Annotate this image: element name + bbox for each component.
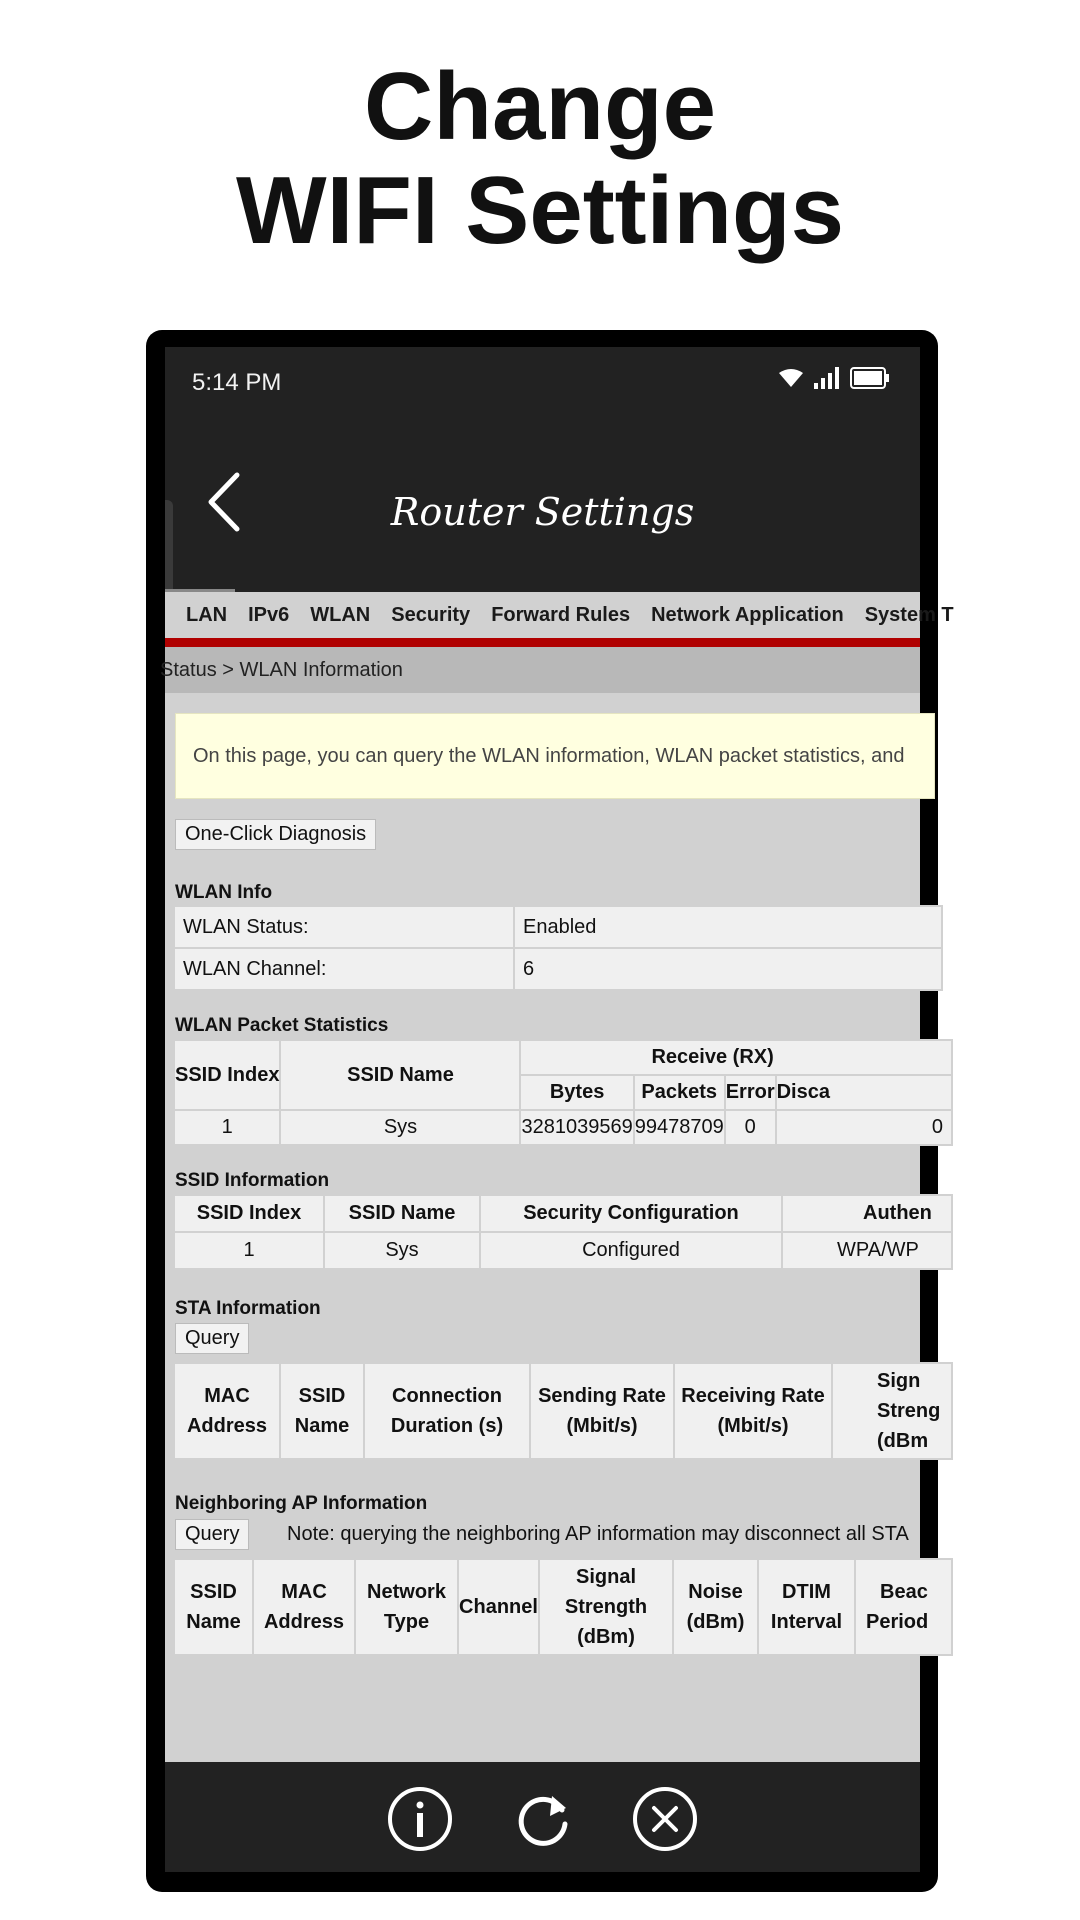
breadcrumb: Status > WLAN Information <box>165 647 920 693</box>
neighbor-ap-title: Neighboring AP Information <box>175 1493 428 1514</box>
table-row <box>174 1040 952 1075</box>
neighbor-query-button[interactable]: Query <box>175 1519 249 1550</box>
header-mac-address: MAC Address <box>253 1559 355 1655</box>
battery-icon <box>850 367 890 389</box>
signal-icon <box>814 367 840 389</box>
sta-info-table <box>173 1362 953 1460</box>
phone-frame <box>146 330 954 1892</box>
table-row <box>174 906 942 948</box>
cell-ssid-index: 1 <box>174 1110 280 1145</box>
cell-error: 0 <box>725 1110 776 1145</box>
sta-query-button[interactable]: Query <box>175 1323 249 1354</box>
tab-system-tools[interactable]: System T <box>864 603 954 626</box>
header-ssid-index: SSID Index <box>174 1040 280 1110</box>
refresh-icon[interactable] <box>510 1786 576 1852</box>
wlan-info-title: WLAN Info <box>175 882 273 903</box>
header-channel: Channel <box>458 1559 539 1655</box>
bottom-toolbar <box>165 1762 920 1872</box>
header-ssid-name: SSID Name <box>324 1195 480 1232</box>
table-row <box>174 1232 952 1269</box>
info-icon[interactable] <box>387 1786 453 1852</box>
header-signal-strength: Sign Streng (dBm <box>832 1363 952 1459</box>
cell-ssid-index: 1 <box>174 1232 324 1269</box>
one-click-diagnosis-button[interactable]: One-Click Diagnosis <box>175 819 376 850</box>
header-ssid-index: SSID Index <box>174 1195 324 1232</box>
cell-ssid-name: Sys <box>280 1110 520 1145</box>
tab-forward-rules[interactable]: Forward Rules <box>491 603 631 626</box>
header-dtim-interval: DTIM Interval <box>758 1559 855 1655</box>
header-noise: Noise (dBm) <box>673 1559 758 1655</box>
cell-authentication: WPA/WP <box>782 1232 952 1269</box>
table-row <box>174 948 942 990</box>
table-row <box>174 1110 952 1145</box>
wlan-channel-value: 6 <box>514 948 942 990</box>
wlan-info-table <box>173 905 943 991</box>
header-receiving-rate: Receiving Rate (Mbit/s) <box>674 1363 832 1459</box>
neighbor-ap-table <box>173 1558 953 1656</box>
status-time: 5:14 PM <box>192 369 282 396</box>
cell-packets: 99478709 <box>634 1110 725 1145</box>
table-row <box>174 1195 952 1232</box>
table-row <box>174 1559 952 1655</box>
header-receive: Receive (RX) <box>520 1040 952 1075</box>
header-connection-duration: Connection Duration (s) <box>364 1363 530 1459</box>
tab-lan[interactable]: LAN <box>186 603 228 626</box>
promo-title-line1: Change <box>363 53 717 160</box>
app-title: Router Settings <box>390 490 695 534</box>
status-icons <box>778 367 890 389</box>
header-ssid-name: SSID Name <box>280 1040 520 1110</box>
header-network-type: Network Type <box>355 1559 458 1655</box>
wlan-channel-label: WLAN Channel: <box>174 948 514 990</box>
page-description: On this page, you can query the WLAN information, WLAN packet statistics, and <box>175 713 935 799</box>
header-security-config: Security Configuration <box>480 1195 782 1232</box>
tab-security[interactable]: Security <box>391 603 471 626</box>
promo-title <box>0 55 1080 263</box>
packet-stats-title: WLAN Packet Statistics <box>175 1015 389 1036</box>
header-signal-strength: Signal Strength (dBm) <box>539 1559 673 1655</box>
cell-ssid-name: Sys <box>324 1232 480 1269</box>
packet-stats-table <box>173 1039 953 1146</box>
tab-wlan[interactable]: WLAN <box>310 603 371 626</box>
header-beacon-period: Beac Period <box>855 1559 952 1655</box>
header-error: Error <box>725 1075 776 1110</box>
ssid-info-table <box>173 1194 953 1270</box>
header-bytes: Bytes <box>520 1075 633 1110</box>
cell-bytes: 3281039569 <box>520 1110 633 1145</box>
tab-ipv6[interactable]: IPv6 <box>248 603 290 626</box>
header-discard: Disca <box>776 1075 952 1110</box>
phone-screen <box>160 347 954 1872</box>
wlan-status-label: WLAN Status: <box>174 906 514 948</box>
status-bar <box>165 347 920 415</box>
header-ssid-name: SSID Name <box>280 1363 364 1459</box>
neighbor-ap-note: Note: querying the neighboring AP information may disconnect all STA <box>287 1523 909 1545</box>
wlan-status-value: Enabled <box>514 906 942 948</box>
cell-discard: 0 <box>776 1110 952 1145</box>
header-mac-address: MAC Address <box>174 1363 280 1459</box>
tab-network-application[interactable]: Network Application <box>651 603 844 626</box>
close-icon[interactable] <box>632 1786 698 1852</box>
wifi-icon <box>778 368 804 388</box>
nav-accent-bar <box>165 638 920 647</box>
ssid-info-title: SSID Information <box>175 1170 330 1191</box>
header-authentication: Authen <box>782 1195 952 1232</box>
router-nav-tabs <box>165 592 954 638</box>
header-packets: Packets <box>634 1075 725 1110</box>
table-row <box>174 1363 952 1459</box>
app-bar <box>165 415 920 592</box>
sta-info-title: STA Information <box>175 1298 321 1319</box>
cell-security-config: Configured <box>480 1232 782 1269</box>
header-sending-rate: Sending Rate (Mbit/s) <box>530 1363 674 1459</box>
header-ssid-name: SSID Name <box>174 1559 253 1655</box>
promo-title-line2: WIFI Settings <box>236 157 844 264</box>
